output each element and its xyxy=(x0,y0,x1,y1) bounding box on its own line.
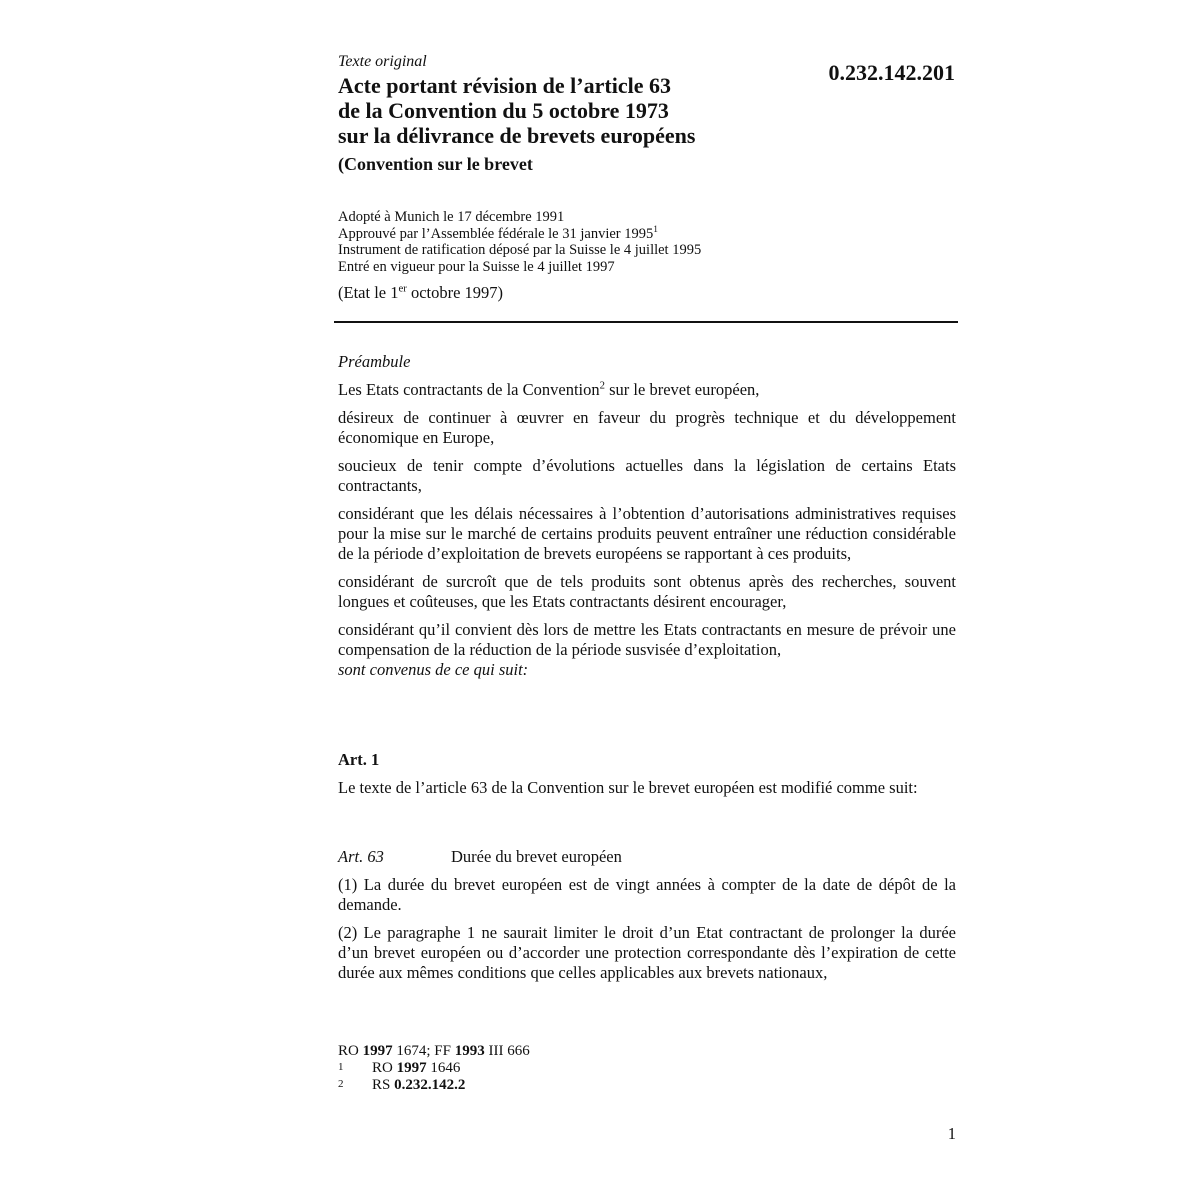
title-line: Acte portant révision de l’article 63 xyxy=(338,73,671,98)
preamble-text: Les Etats contractants de la Convention xyxy=(338,380,600,399)
article-63-number: Art. 63 xyxy=(338,847,384,866)
footnote-prefix: RS xyxy=(372,1077,395,1093)
page-number: 1 xyxy=(947,1124,956,1143)
ratification-line: Instrument de ratification déposé par la Suisse le 4 juillet 1995 xyxy=(338,242,702,258)
footnote-marker: 2 xyxy=(338,1078,344,1090)
footnote-ref[interactable]: 1 xyxy=(653,224,658,235)
preamble-paragraph: désireux de continuer à œuvrer en faveur du progrès technique et du développement économique en Europe, xyxy=(338,408,956,447)
ro-page: 1674; FF xyxy=(392,1043,455,1059)
preamble-text-end: sur le brevet européen, xyxy=(605,380,760,399)
article-63-paragraph-2: (2) Le paragraphe 1 ne saurait limiter le droit d’un Etat contractant de prolonger la durée d’un brevet européen ou d’accorder une protection correspondante dès l’expiration de cette durée aux mêmes conditions que celles applicables aux brevets nationaux, xyxy=(338,923,956,982)
adopted-line: Adopté à Munich le 17 décembre 1991 xyxy=(338,209,565,225)
status-superscript: er xyxy=(398,282,407,295)
ff-year: 1993 xyxy=(454,1043,485,1059)
original-text-label: Texte original xyxy=(338,53,427,70)
preamble-paragraph: considérant qu’il convient dès lors de mettre les Etats contractants en mesure de prévoir une compensation de la réduction de la période susvisée d’exploitation, xyxy=(338,620,956,659)
publication-reference xyxy=(338,1043,956,1060)
article-1-heading: Art. 1 xyxy=(338,750,380,769)
preamble-paragraph: soucieux de tenir compte d’évolutions actuelles dans la législation de certains Etats contractants, xyxy=(338,456,956,495)
metadata-block xyxy=(338,209,956,275)
footnote-1 xyxy=(338,1060,956,1077)
title-line: de la Convention du 5 octobre 1973 xyxy=(338,98,669,123)
footnote-bold: 0.232.142.2 xyxy=(394,1077,466,1093)
footnote-text xyxy=(372,1060,460,1077)
approved-text: Approuvé par l’Assemblée fédérale le 31 janvier 1995 xyxy=(338,225,654,242)
ff-reference: III 666 xyxy=(484,1043,530,1059)
preamble-section xyxy=(338,352,956,688)
footnote-suffix: 1646 xyxy=(426,1060,461,1076)
footnote-ref[interactable]: 2 xyxy=(599,379,605,392)
title-line: sur la délivrance de brevets européens xyxy=(338,123,696,148)
article-1-text: Le texte de l’article 63 de la Convention sur le brevet européen est modifié comme suit: xyxy=(338,778,918,797)
header-divider xyxy=(334,321,958,323)
document-title xyxy=(338,73,956,148)
status-text: (Etat le 1 xyxy=(338,283,399,302)
article-1 xyxy=(338,750,956,806)
approved-line xyxy=(338,226,956,243)
status-line xyxy=(338,283,956,303)
preamble-paragraph xyxy=(338,380,956,400)
article-63 xyxy=(338,847,956,991)
document-number: 0.232.142.201 xyxy=(828,60,955,85)
article-63-header xyxy=(338,847,956,867)
document-subtitle: (Convention sur le brevet xyxy=(338,154,533,174)
preamble-paragraph: considérant de surcroît que de tels produits sont obtenus après des recherches, souvent longues et coûteuses, que les Etats contractants désirent encourager, xyxy=(338,572,956,611)
article-63-paragraph-1: (1) La durée du brevet européen est de vingt années à compter de la date de dépôt de la demande. xyxy=(338,875,956,914)
footnote-bold: 1997 xyxy=(396,1060,427,1076)
footnote-marker: 1 xyxy=(338,1061,344,1073)
ro-label: RO xyxy=(338,1043,359,1059)
ro-year: 1997 xyxy=(362,1043,393,1059)
footnote-2 xyxy=(338,1077,956,1094)
footnotes xyxy=(338,1043,956,1094)
preamble-heading: Préambule xyxy=(338,352,411,371)
article-63-title: Durée du brevet européen xyxy=(451,847,622,866)
in-force-line: Entré en vigueur pour la Suisse le 4 juillet 1997 xyxy=(338,258,615,275)
footnote-prefix: RO xyxy=(372,1060,397,1076)
preamble-paragraph: considérant que les délais nécessaires à l’obtention d’autorisations administratives requises pour la mise sur le marché de certains produits peuvent entraîner une réduction considérable de la période d’exploitation de brevets européens se rapportant à ces produits, xyxy=(338,504,956,563)
status-text-end: octobre 1997) xyxy=(406,283,504,302)
preamble-closing: sont convenus de ce qui suit: xyxy=(338,660,529,679)
footnote-text xyxy=(372,1077,465,1094)
